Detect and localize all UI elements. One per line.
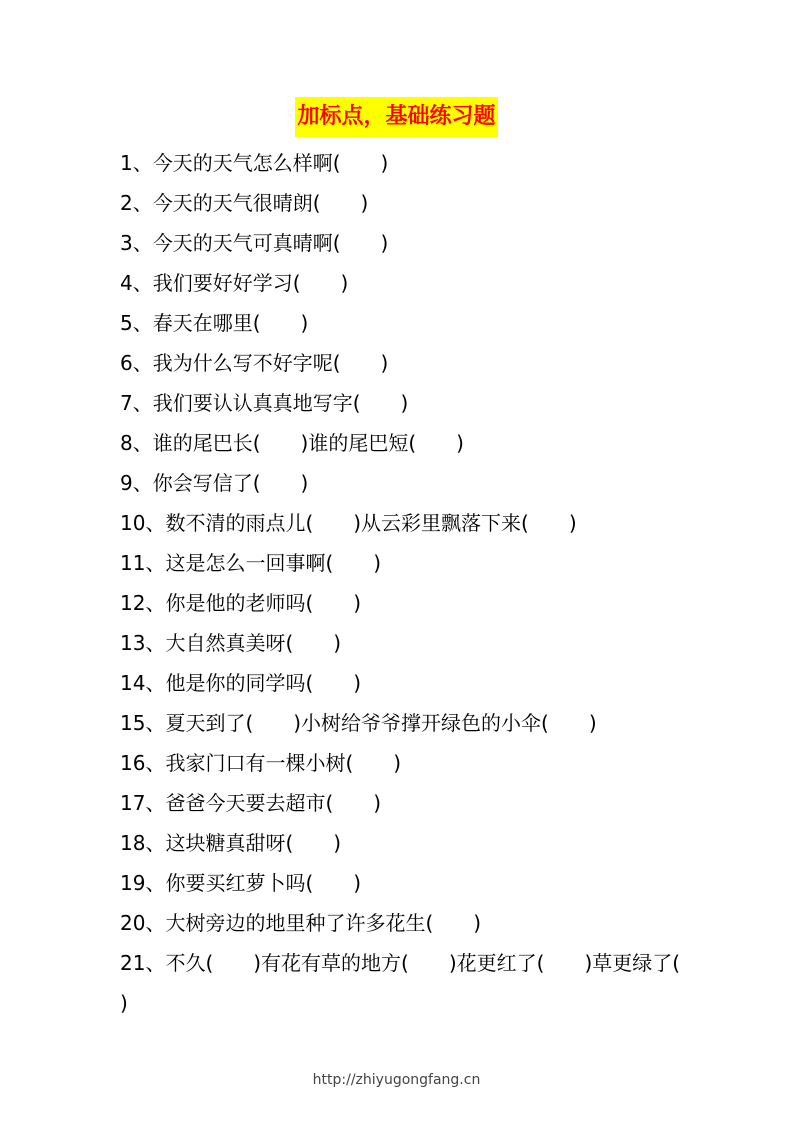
title-container — [0, 97, 793, 137]
question-item: 3、今天的天气可真晴啊( ) — [120, 231, 389, 255]
question-item: 16、我家门口有一棵小树( ) — [120, 751, 402, 775]
question-list — [120, 143, 721, 1023]
question-item: 19、你要买红萝卜吗( ) — [120, 871, 362, 895]
question-item: 12、你是他的老师吗( ) — [120, 591, 362, 615]
page-title: 加标点，基础练习题 — [295, 97, 497, 137]
question-item: 13、大自然真美呀( ) — [120, 631, 342, 655]
question-item: 10、数不清的雨点儿( )从云彩里飘落下来( ) — [120, 511, 577, 535]
question-item: 1、今天的天气怎么样啊( ) — [120, 151, 389, 175]
question-item: 2、今天的天气很晴朗( ) — [120, 191, 369, 215]
question-item: 21、不久( )有花有草的地方( )花更红了( )草更绿了( ) — [120, 951, 721, 1015]
footer-url: http://zhiyugongfang.cn — [312, 1072, 481, 1088]
question-item: 7、我们要认认真真地写字( ) — [120, 391, 409, 415]
question-item: 15、夏天到了( )小树给爷爷撑开绿色的小伞( ) — [120, 711, 597, 735]
question-item: 6、我为什么写不好字呢( ) — [120, 351, 389, 375]
question-item: 17、爸爸今天要去超市( ) — [120, 791, 382, 815]
question-item: 4、我们要好好学习( ) — [120, 271, 349, 295]
question-item: 14、他是你的同学吗( ) — [120, 671, 362, 695]
question-item: 11、这是怎么一回事啊( ) — [120, 551, 382, 575]
question-item: 8、谁的尾巴长( )谁的尾巴短( ) — [120, 431, 464, 455]
question-item: 5、春天在哪里( ) — [120, 311, 309, 335]
question-item: 9、你会写信了( ) — [120, 471, 309, 495]
question-item: 18、这块糖真甜呀( ) — [120, 831, 342, 855]
question-item: 20、大树旁边的地里种了许多花生( ) — [120, 911, 482, 935]
